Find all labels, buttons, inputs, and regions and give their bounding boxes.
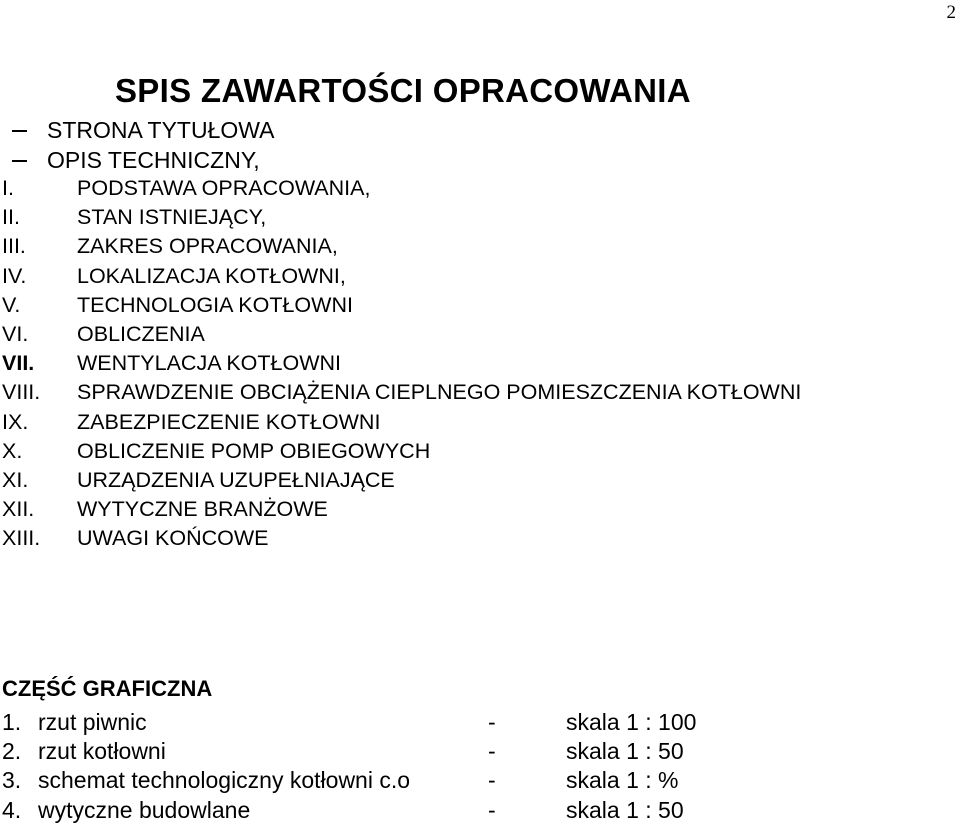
drawing-scale: skala 1 : 100 [566,709,697,735]
drawing-name: rzut piwnic [38,709,147,735]
toc-number: XII. [2,497,35,522]
dash-bullet [12,160,27,162]
drawing-separator: - [488,738,496,765]
drawing-scale: skala 1 : 50 [566,738,684,765]
toc-number: XI. [2,467,29,492]
toc-label: STAN ISTNIEJĄCY, [77,205,267,230]
front-item-label: OPIS TECHNICZNY, [47,147,260,173]
drawing-name: rzut kotłowni [38,738,166,765]
toc-number: VI. [2,321,29,346]
front-item-title-page [12,115,274,145]
toc-label: LOKALIZACJA KOTŁOWNI, [77,263,346,288]
toc-number: XIII. [2,526,41,551]
toc-number: VII. [2,351,35,376]
toc-number: IX. [2,409,29,434]
front-item-label: STRONA TYTUŁOWA [47,117,275,143]
drawing-item [0,737,960,766]
toc-label: TECHNOLOGIA KOTŁOWNI [77,292,353,317]
toc-number: III. [2,234,26,259]
dash-bullet [12,130,27,132]
toc-label: WENTYLACJA KOTŁOWNI [77,351,342,376]
toc-number: II. [2,205,20,230]
drawing-name: wytyczne budowlane [38,796,251,823]
toc-number: I. [2,176,14,200]
toc-label: WYTYCZNE BRANŻOWE [77,497,328,522]
toc-number: VIII. [2,380,41,405]
page-number: 2 [946,2,956,23]
drawing-item [0,796,960,825]
toc-label: PODSTAWA OPRACOWANIA, [77,176,371,200]
toc-label: OBLICZENIA [77,321,205,346]
drawing-item [0,766,960,795]
toc-label: SPRAWDZENIE OBCIĄŻENIA CIEPLNEGO POMIESZCZENIA KOTŁOWNI [77,380,802,405]
drawing-scale: skala 1 : % [566,767,679,794]
page-title: SPIS ZAWARTOŚCI OPRACOWANIA [115,72,691,109]
toc-label: UWAGI KOŃCOWE [77,526,269,551]
drawing-separator: - [488,796,496,823]
drawing-number: 2. [2,738,22,765]
front-item-technical-description [12,145,260,175]
toc-label: OBLICZENIE POMP OBIEGOWYCH [77,438,431,463]
drawing-number: 4. [2,796,22,823]
drawing-number: 3. [2,767,22,794]
drawing-number: 1. [2,709,22,735]
toc-label: ZABEZPIECZENIE KOTŁOWNI [77,409,381,434]
graphic-section-heading: CZĘŚĆ GRAFICZNA [2,676,213,701]
drawing-scale: skala 1 : 50 [566,796,684,823]
toc-number: IV. [2,263,27,288]
drawings-list [0,708,960,825]
drawing-separator: - [488,709,496,735]
toc-number: X. [2,438,23,463]
drawing-separator: - [488,767,496,794]
drawing-item [0,708,960,737]
toc-number: V. [2,292,21,317]
toc-label: ZAKRES OPRACOWANIA, [77,234,338,259]
toc-label: URZĄDZENIA UZUPEŁNIAJĄCE [77,467,395,492]
drawing-name: schemat technologiczny kotłowni c.o [38,767,411,794]
